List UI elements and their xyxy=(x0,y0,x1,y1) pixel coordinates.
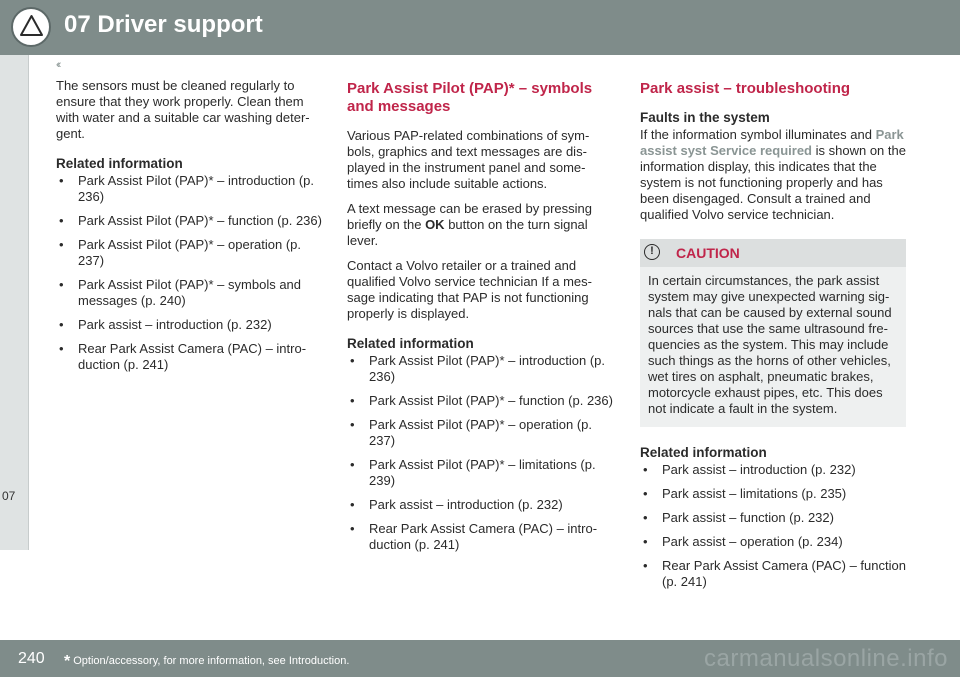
caution-text: In certain circumstances, the park assist system may give unexpected warning sig-nals that can be caused by external sound sources that use the same ultrasound fre-quencies as the system. This may include such things as the horns of other vehicles, wet tires on asphalt, pneumatic brakes, motorcycle exhaust pipes, etc. This does not indicate a fault in the system. xyxy=(648,273,892,416)
related-list xyxy=(56,173,322,373)
list-item[interactable]: • Park Assist Pilot (PAP)* – introduction (p. 236) xyxy=(347,353,613,385)
list-item[interactable]: • Park Assist Pilot (PAP)* – symbols and messages (p. 240) xyxy=(56,277,322,309)
ok-button-label: OK xyxy=(425,217,445,232)
list-item[interactable]: • Park Assist Pilot (PAP)* – function (p. 236) xyxy=(56,213,322,229)
chapter-tab[interactable]: 07 xyxy=(2,489,16,503)
caution-label: CAUTION xyxy=(676,245,740,261)
chapter-title: 07 Driver support xyxy=(64,11,263,38)
related-heading: Related information xyxy=(56,156,183,171)
paragraph: Various PAP-related combinations of sym-bols, graphics and text messages are dis-played in the instrument panel and some-times also include suitable actions. xyxy=(347,128,590,191)
related-list xyxy=(347,353,613,553)
page-footer xyxy=(0,640,960,677)
caution-header xyxy=(640,239,906,267)
list-item[interactable]: • Rear Park Assist Camera (PAC) – intro-duction (p. 241) xyxy=(56,341,322,373)
column-1 xyxy=(56,78,322,383)
list-item[interactable]: • Park assist – operation (p. 234) xyxy=(640,534,906,550)
chapter-sidebar xyxy=(0,55,29,550)
related-list xyxy=(640,462,906,590)
list-item[interactable]: • Park assist – function (p. 232) xyxy=(640,510,906,526)
column-2 xyxy=(347,78,613,563)
list-item[interactable]: • Park Assist Pilot (PAP)* – limitations (p. 239) xyxy=(347,457,613,489)
column-3 xyxy=(640,78,906,600)
related-heading: Related information xyxy=(347,336,474,351)
footnote: * Option/accessory, for more information, see Introduction. xyxy=(64,653,350,670)
back-chevron-icon[interactable]: ‹‹ xyxy=(56,59,60,71)
caution-icon: ! xyxy=(644,244,660,260)
list-item[interactable]: • Park Assist Pilot (PAP)* – operation (p. 237) xyxy=(56,237,322,269)
display-message: Park assist syst Service required xyxy=(640,127,904,158)
paragraph: Contact a Volvo retailer or a trained and qualified Volvo service technician If a mes-sage indicating that PAP is not functioning properly is displayed. xyxy=(347,258,592,321)
section-heading: Park Assist Pilot (PAP)* – symbols and messages xyxy=(347,80,593,115)
list-item[interactable]: • Park Assist Pilot (PAP)* – operation (p. 237) xyxy=(347,417,613,449)
paragraph: A text message can be erased by pressing briefly on the OK button on the turn signal lever. xyxy=(347,201,592,248)
list-item[interactable]: • Rear Park Assist Camera (PAC) – function (p. 241) xyxy=(640,558,906,590)
list-item[interactable]: • Park Assist Pilot (PAP)* – function (p. 236) xyxy=(347,393,613,409)
related-heading: Related information xyxy=(640,445,767,460)
cleaning-paragraph: The sensors must be cleaned regularly to ensure that they work properly. Clean them with water and a suitable car washing deter-gent. xyxy=(56,78,310,141)
list-item[interactable]: • Park assist – introduction (p. 232) xyxy=(640,462,906,478)
page-number: 240 xyxy=(18,650,45,667)
caution-box xyxy=(640,239,906,427)
watermark: carmanualsonline.info xyxy=(704,645,948,672)
warning-triangle-icon xyxy=(11,7,51,47)
list-item[interactable]: • Park assist – limitations (p. 235) xyxy=(640,486,906,502)
list-item[interactable]: • Park Assist Pilot (PAP)* – introduction (p. 236) xyxy=(56,173,322,205)
section-heading: Park assist – troubleshooting xyxy=(640,80,851,97)
list-item[interactable]: • Park assist – introduction (p. 232) xyxy=(347,497,613,513)
list-item[interactable]: • Rear Park Assist Camera (PAC) – intro-duction (p. 241) xyxy=(347,521,613,553)
page-header xyxy=(0,0,960,55)
list-item[interactable]: • Park assist – introduction (p. 232) xyxy=(56,317,322,333)
subheading: Faults in the system xyxy=(640,110,770,125)
paragraph: If the information symbol illuminates and Park assist syst Service required is shown on the information display, this indicates that the system is not functioning properly and has been disengaged. Consult a trained and qualified Volvo service technician. xyxy=(640,127,906,222)
